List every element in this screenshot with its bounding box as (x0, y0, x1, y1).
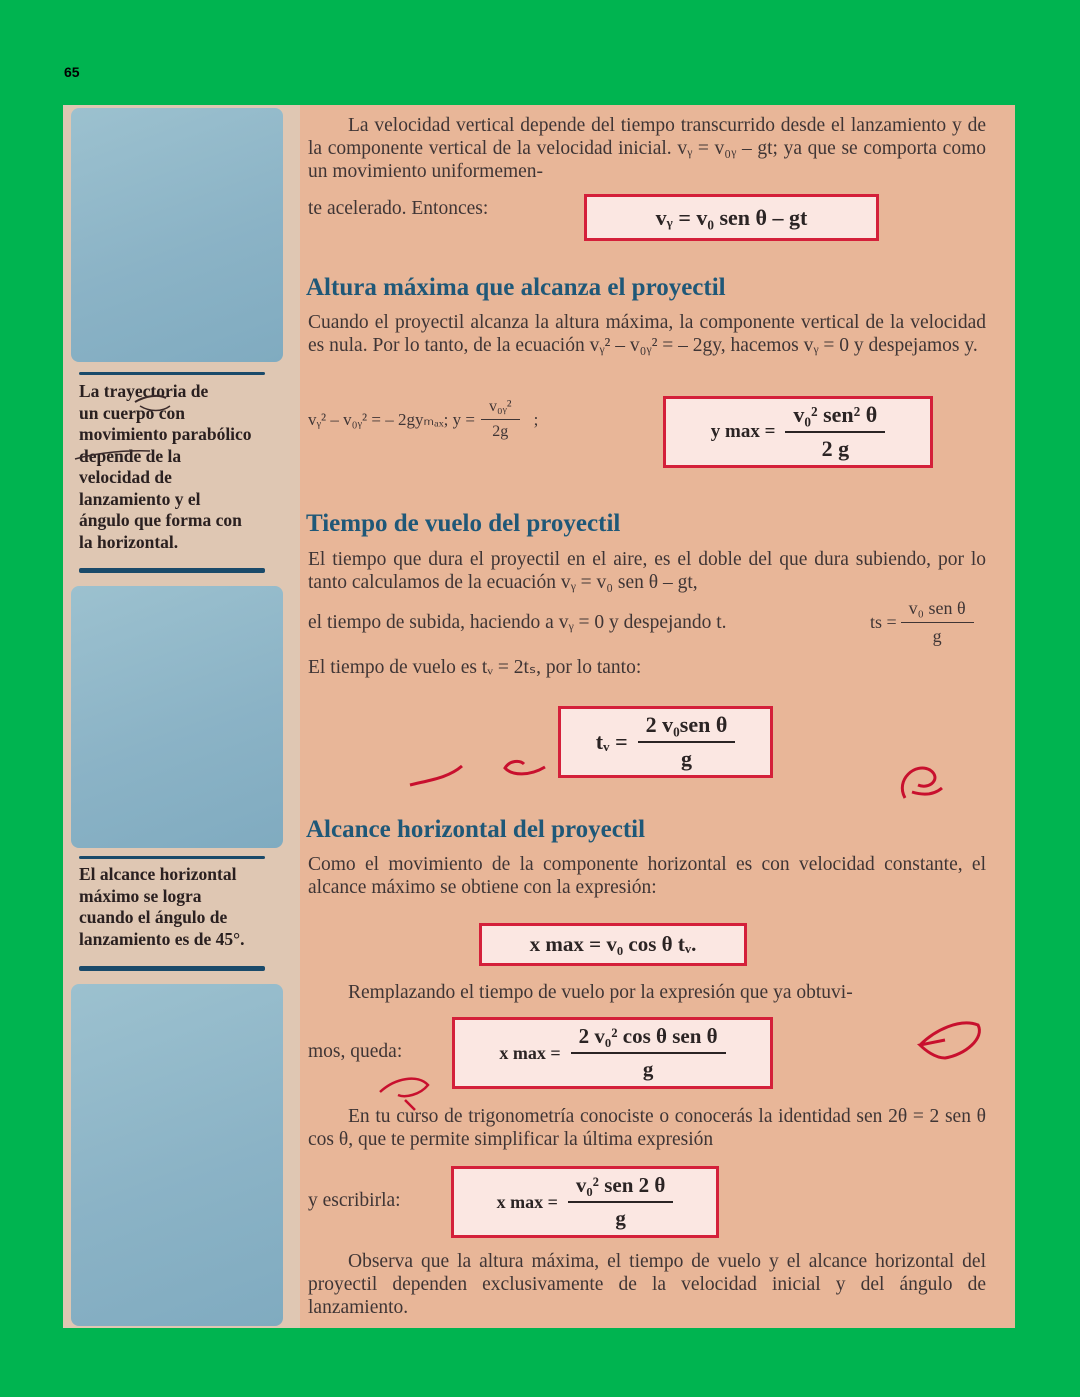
fraction-denominator: 2g (492, 423, 509, 440)
sidebar-panel-bottom (71, 984, 283, 1326)
tiempo-paragraph-2: el tiempo de subida, haciendo a vᵧ = 0 y despejando t. (308, 612, 727, 633)
altura-inline-equation (308, 398, 538, 441)
sidebar-note-range (79, 864, 284, 950)
intro-paragraph: La velocidad vertical depende del tiempo transcurrido desde el lanzamiento y de la componente vertical de la velocidad inicial. vᵧ = v₀ᵧ – gt; ya que se comporta como un movimiento uniformemen- (308, 115, 986, 182)
fraction-denominator: g (680, 746, 692, 771)
formula-lhs: x max = (499, 1042, 561, 1063)
altura-paragraph: Cuando el proyectil alcanza la altura máxima, la componente vertical de la velocidad es nula. Por lo tanto, de la ecuación vᵧ² – v₀ᵧ² = – 2gy, hacemos vᵧ = 0 y despejamos y. (308, 312, 986, 356)
alcance-paragraph: Como el movimiento de la componente horizontal es con velocidad constante, el alcance máximo se obtiene con la expresión: (308, 854, 986, 898)
formula-box-ymax (663, 396, 933, 468)
fraction-numerator: 2 v₀² cos θ sen θ (571, 1024, 726, 1054)
sidebar-panel-middle (71, 586, 283, 848)
sidebar-rule (79, 856, 265, 859)
formula-lhs: tᵥ = (595, 729, 628, 754)
intro-paragraph-end: te acelerado. Entonces: (308, 198, 489, 219)
section-title-altura: Altura máxima que alcanza el proyectil (306, 274, 726, 301)
xmax-full-equation (499, 1024, 725, 1082)
sidebar-rule (79, 966, 265, 971)
note-line: El alcance horizontal (79, 864, 237, 884)
ymax-fraction (785, 402, 885, 462)
formula-box-xmax-full (452, 1017, 773, 1089)
sidebar-panel-top (71, 108, 283, 362)
sidebar-note-trajectory (79, 381, 284, 553)
fraction-numerator: v₀² sen² θ (785, 402, 885, 433)
ymax-equation (711, 402, 886, 462)
formula-vy: vᵧ = v₀ sen θ – gt (655, 204, 808, 230)
formula-lhs: y max = (710, 421, 776, 442)
sidebar-rule (79, 372, 265, 375)
alcance-paragraph-2-end: mos, queda: (308, 1041, 403, 1062)
tiempo-paragraph: El tiempo que dura el proyectil en el aire, es el doble del que dura subiendo, por lo tanto calculamos de la ecuación vᵧ = v₀ sen θ – gt, (308, 549, 986, 593)
note-line: lanzamiento y el (79, 488, 201, 509)
xmax-full-fraction (571, 1024, 726, 1082)
section-title-tiempo: Tiempo de vuelo del proyectil (306, 510, 621, 537)
altura-inline-fraction (481, 398, 520, 441)
note-line: ángulo que forma con (79, 510, 242, 530)
note-line: máximo se logra (79, 885, 202, 906)
alcance-paragraph-2: Remplazando el tiempo de vuelo por la expresión que ya obtuvi- (348, 982, 853, 1003)
formula-box-vy (584, 194, 879, 241)
alcance-paragraph-4: Observa que la altura máxima, el tiempo de vuelo y el alcance horizontal del proyectil dependen exclusivamente de la velocidad inicial y del ángulo de lanzamiento. (308, 1251, 986, 1318)
note-line: movimiento parabólico (79, 424, 252, 444)
note-line: lanzamiento es de 45°. (79, 928, 245, 949)
fraction-denominator: 2 g (821, 436, 850, 461)
section-title-alcance: Alcance horizontal del proyectil (306, 816, 646, 843)
formula-box-xmax-simplified (451, 1166, 719, 1238)
fraction-numerator: v₀ sen θ (901, 598, 974, 623)
note-line: La trayectoria de (79, 381, 209, 401)
note-line: cuando el ángulo de (79, 907, 228, 927)
fraction-denominator: g (642, 1057, 654, 1081)
note-line: un cuerpo con (79, 402, 185, 423)
fraction-numerator: 2 v₀sen θ (638, 712, 736, 743)
note-line: velocidad de (79, 467, 172, 487)
sidebar-rule (79, 568, 265, 573)
page-number: 65 (64, 64, 80, 80)
formula-lhs: ts = (870, 612, 897, 632)
altura-inline-eq-text: vᵧ² – v₀ᵧ² = – 2gyₘₐₓ; y = (308, 409, 475, 429)
alcance-paragraph-3: En tu curso de trigonometría conociste o conocerás la identidad sen 2θ = 2 sen θ cos θ, que te permite simplificar la última expresión (308, 1106, 986, 1150)
tv-fraction (638, 712, 736, 772)
formula-box-tv (558, 706, 773, 778)
fraction-numerator: v₀² sen 2 θ (568, 1173, 673, 1203)
fraction-numerator: v₀ᵧ² (481, 398, 520, 420)
xmax-simplified-equation (497, 1173, 674, 1231)
formula-lhs: x max = (496, 1191, 558, 1212)
note-line: depende de la (79, 445, 182, 466)
xmax-simplified-fraction (568, 1173, 673, 1231)
ts-equation (870, 598, 974, 647)
fraction-denominator: g (932, 626, 942, 646)
alcance-paragraph-3-end: y escribirla: (308, 1190, 401, 1211)
note-line: la horizontal. (79, 531, 179, 552)
tiempo-paragraph-3: El tiempo de vuelo es tᵥ = 2tₛ, por lo tanto: (308, 657, 642, 678)
ts-fraction (901, 598, 974, 647)
formula-xmax: x max = v₀ cos θ tᵥ. (529, 932, 697, 956)
altura-inline-sep: ; (533, 409, 539, 429)
tv-equation (596, 712, 736, 772)
formula-box-xmax (479, 923, 747, 966)
fraction-denominator: g (615, 1206, 626, 1230)
